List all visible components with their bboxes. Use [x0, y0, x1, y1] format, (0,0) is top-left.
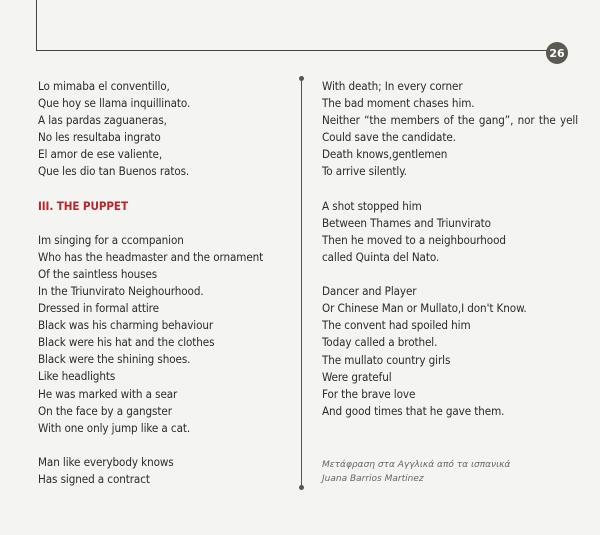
left-stanza-3 — [38, 454, 288, 488]
left-stanza-2 — [38, 232, 288, 437]
poem-line: The bad moment chases him. — [322, 96, 475, 111]
right-stanza-1 — [322, 78, 578, 181]
poem-line: Has signed a contract — [38, 471, 150, 486]
translation-note: Μετάφραση στα Αγγλικά από τα ισπανικά — [322, 460, 511, 470]
divider-top-dot — [299, 76, 304, 81]
poem-line: He was marked with a sear — [38, 386, 178, 401]
translator-name: Juana Barrios Martinez — [322, 474, 424, 484]
poem-line: Lo mimaba el conventillo, — [38, 79, 170, 93]
stanza-gap — [322, 266, 578, 283]
poem-line: Black were his hat and the clothes — [38, 335, 215, 350]
section-heading: III. THE PUPPET — [38, 198, 128, 213]
poem-line: Neither “the members of the gang”, nor the yell — [322, 113, 578, 128]
left-column — [38, 78, 288, 488]
poem-line: Dancer and Player — [322, 284, 417, 299]
poem-line: For the brave love — [322, 386, 416, 401]
poem-line: Dressed in formal attire — [38, 301, 159, 316]
stanza-gap — [38, 437, 288, 454]
poem-line: To arrive silently. — [322, 164, 407, 179]
poem-line: On the face by a gangster — [38, 403, 172, 418]
poem-line: With one only jump like a cat. — [38, 420, 191, 435]
right-column — [322, 78, 578, 420]
poem-line: Of the saintless houses — [38, 266, 158, 281]
poem-line: Man like everybody knows — [38, 454, 174, 469]
poem-line: Could save the candidate. — [322, 130, 456, 145]
column-divider — [301, 78, 302, 488]
poem-line: Im singing for a ccompanion — [38, 232, 184, 247]
poem-line: With death; In every corner — [322, 79, 463, 93]
poem-line: Death knows,gentlemen — [322, 147, 448, 162]
poem-line: A shot stopped him — [322, 198, 422, 213]
frame-horizontal-line — [36, 50, 548, 51]
poem-line: Black were the shining shoes. — [38, 352, 191, 367]
poem-line: No les resultaba ingrato — [38, 130, 161, 145]
poem-line: Were grateful — [322, 369, 392, 384]
poem-line: Then he moved to a neighbourhood — [322, 232, 506, 247]
poem-line: Black was his charming behaviour — [38, 318, 214, 333]
stanza-gap — [322, 181, 578, 198]
poem-line: Or Chinese Man or Mullato,I don't Know. — [322, 301, 527, 316]
left-stanza-1 — [38, 78, 288, 181]
poem-line: And good times that he gave them. — [322, 403, 505, 418]
poem-line: The convent had spoiled him — [322, 318, 471, 333]
poem-line: called Quinta del Nato. — [322, 249, 440, 264]
poem-line: Between Thames and Triunvirato — [322, 215, 491, 230]
page-number-badge: 26 — [546, 42, 568, 64]
poem-line: Who has the headmaster and the ornament — [38, 249, 264, 264]
translation-credits — [322, 458, 510, 486]
right-stanza-3 — [322, 283, 578, 420]
poem-line: Que hoy se llama inquillinato. — [38, 96, 191, 111]
poem-line: The mullato country girls — [322, 352, 451, 367]
frame-vertical-line — [36, 0, 37, 50]
right-stanza-2 — [322, 198, 578, 266]
poem-line: In the Triunvirato Neighourhood. — [38, 283, 204, 298]
poem-line: El amor de ese valiente, — [38, 147, 163, 162]
poem-line: Today called a brothel. — [322, 335, 438, 350]
poem-line: Like headlights — [38, 369, 116, 384]
divider-bottom-dot — [299, 485, 304, 490]
poem-line: A las pardas zaguaneras, — [38, 113, 167, 128]
poem-line: Que les dio tan Buenos ratos. — [38, 164, 190, 179]
